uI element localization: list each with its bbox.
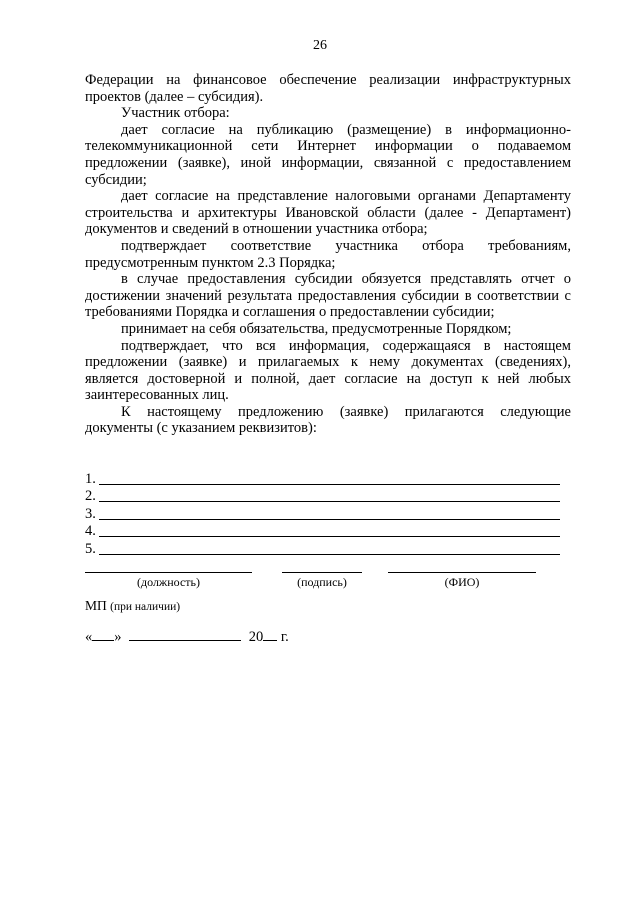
list-item-number: 1. bbox=[85, 470, 96, 487]
paragraph-participant: Участник отбора: bbox=[121, 105, 230, 122]
stamp-note: (при наличии) bbox=[110, 601, 181, 613]
year-prefix: 20 bbox=[248, 629, 264, 645]
date-close-quote: » bbox=[114, 629, 122, 645]
document-body bbox=[85, 72, 571, 437]
stamp-label: МП bbox=[85, 598, 107, 613]
paragraph-report-obligation: в случае предоставления субсидии обязуется представлять отчет о достижении значений результата предоставления субсидии в соответствии с требованиями Порядка и соглашения о предоставлении субсидии; bbox=[85, 271, 571, 321]
list-item-number: 2. bbox=[85, 488, 96, 504]
signature-block bbox=[0, 556, 640, 596]
year-blank bbox=[263, 628, 277, 641]
name-field bbox=[388, 556, 536, 590]
position-field bbox=[85, 556, 252, 590]
sign-line bbox=[282, 556, 362, 573]
paragraph-consent-tax: дает согласие на представление налоговыми органами Департаменту строительства и архитектуры Ивановской области (далее - Департамент) документов и сведений в отношении участника отбора; bbox=[85, 188, 571, 238]
list-item bbox=[85, 523, 560, 541]
list-item-blank-line bbox=[99, 554, 560, 555]
list-item bbox=[85, 488, 560, 506]
paragraph-consent-publication: дает согласие на публикацию (размещение) в информационно-телекоммуникационной сети Интернет информации о подаваемом предложении (заявке), иной информации, связанной с предоставлением субсидии; bbox=[85, 121, 571, 188]
list-item-blank-line bbox=[99, 484, 560, 485]
list-item bbox=[85, 505, 560, 523]
day-blank bbox=[92, 628, 114, 641]
sign-caption: (подпись) bbox=[297, 575, 347, 589]
position-line bbox=[85, 556, 252, 573]
paragraph-attachments: К настоящему предложению (заявке) прилагаются следующие документы (с указанием реквизитов): bbox=[85, 403, 571, 437]
position-caption: (должность) bbox=[137, 575, 200, 589]
page-number: 26 bbox=[313, 38, 327, 53]
year-suffix: г. bbox=[280, 629, 289, 645]
sign-field bbox=[282, 556, 362, 590]
list-item bbox=[85, 540, 560, 558]
list-item-number: 4. bbox=[85, 523, 96, 539]
list-item-number: 5. bbox=[85, 540, 96, 557]
name-caption: (ФИО) bbox=[444, 575, 480, 589]
list-item-number: 3. bbox=[85, 505, 96, 522]
document-list bbox=[85, 470, 560, 558]
list-item-blank-line bbox=[99, 501, 560, 502]
list-item-blank-line bbox=[99, 519, 560, 520]
name-line bbox=[388, 556, 536, 573]
list-item bbox=[85, 470, 560, 488]
paragraph-obligations: принимает на себя обязательства, предусмотренные Порядком; bbox=[121, 320, 512, 337]
list-item-blank-line bbox=[99, 536, 560, 537]
paragraph-confirms-info: подтверждает, что вся информация, содержащаяся в настоящем предложении (заявке) и прилагаемых к нему документах (сведениях), является достоверной и полной, дает согласие на доступ к ней любых заинтересованных лиц. bbox=[85, 337, 571, 404]
paragraph-intro: Федерации на финансовое обеспечение реализации инфраструктурных проектов (далее – субсидия). bbox=[85, 72, 571, 105]
month-blank bbox=[129, 628, 241, 641]
date-line bbox=[85, 628, 289, 646]
paragraph-confirms-requirements: подтверждает соответствие участника отбора требованиям, предусмотренным пунктом 2.3 Порядка; bbox=[85, 237, 571, 271]
stamp-placeholder bbox=[85, 598, 180, 614]
date-open-quote: « bbox=[85, 629, 93, 645]
